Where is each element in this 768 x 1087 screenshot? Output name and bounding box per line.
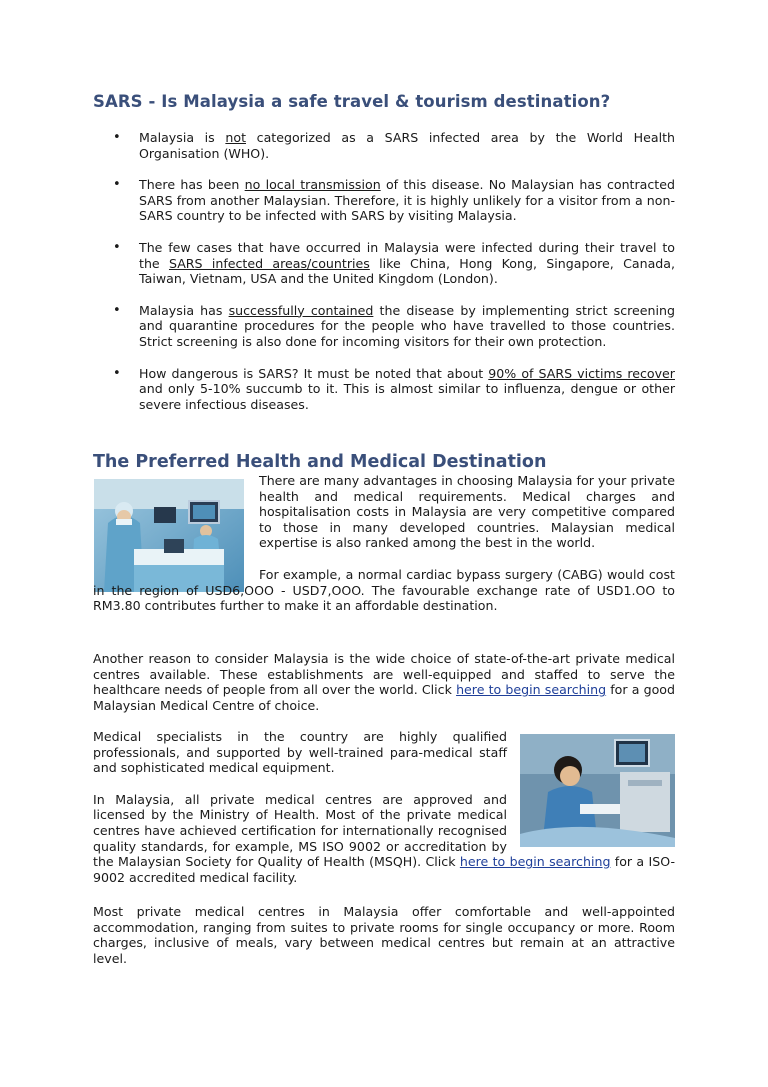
bullet-item: • There has been no local transmission of this disease. No Malaysian has contracted SARS from another Malaysian. Therefore, it is highly unlikely for a visitor from a non-SARS country to be infected with SARS by visiting Malaysia. — [93, 177, 675, 224]
iso-search-link[interactable]: here to begin searching — [459, 854, 611, 870]
bullet-item: • Malaysia is not categorized as a SARS infected area by the World Health Organisation (WHO). — [93, 130, 675, 161]
sars-bullet-list — [93, 130, 675, 428]
licensing-paragraph: In Malaysia, all private medical centres are approved and licensed by the Ministry of Health. Most of the private medical centres have achieved certification for internationally recognised quality standards, for example, MS ISO 9002 or accreditation by the Malaysian Society for Quality of Health (MSQH). Click here to begin searching for a ISO-9002 accredited medical facility. — [93, 791, 675, 885]
intro-paragraph: There are many advantages in choosing Malaysia for your private health and medical requirements. Medical charges and hospitalisation costs in Malaysia are very competitive compared to those in many developed countries. Malaysian medical expertise is also ranked among the best in the world. — [259, 473, 675, 551]
choice-paragraph: Another reason to consider Malaysia is the wide choice of state-of-the-art private medical centres available. These establishments are well-equipped and staffed to serve the healthcare needs of people from all over the world. Click here to begin searching for a good Malaysian Medical Centre of choice. — [93, 651, 675, 713]
accommodation-text — [93, 904, 675, 982]
bullet-item: • Malaysia has successfully contained the disease by implementing strict screening and quarantine procedures for the people who have travelled to those countries. Strict screening is also done for incoming visitors for their own protection. — [93, 303, 675, 350]
medical-destination-heading: The Preferred Health and Medical Destination — [93, 452, 547, 472]
search-link[interactable]: here to begin searching — [456, 682, 607, 698]
specialists-text — [93, 729, 675, 901]
medical-intro — [93, 473, 675, 628]
specialists-paragraph: Medical specialists in the country are highly qualified professionals, and supported by well-trained para-medical staff and sophisticated medical equipment. — [93, 729, 507, 776]
bullet-item: • How dangerous is SARS? It must be noted that about 90% of SARS victims recover and only 5-10% succumb to it. This is almost similar to influenza, dengue or other severe infectious diseases. — [93, 366, 675, 413]
medical-centres-text — [93, 651, 675, 729]
bullet-item: • The few cases that have occurred in Malaysia were infected during their travel to the SARS infected areas/countries like China, Hong Kong, Singapore, Canada, Taiwan, Vietnam, USA and the United Kingdom (London). — [93, 240, 675, 287]
cabg-paragraph: For example, a normal cardiac bypass surgery (CABG) would cost in the region of USD6,OOO - USD7,OOO. The favourable exchange rate of USD1.OO to RM3.80 contributes further to make it an affordable destination. — [93, 566, 675, 614]
sars-heading: SARS - Is Malaysia a safe travel & tourism destination? — [93, 92, 611, 111]
accommodation-paragraph: Most private medical centres in Malaysia offer comfortable and well-appointed accommodation, ranging from suites to private rooms for single occupancy or more. Room charges, inclusive of meals, vary between medical centres but remain at an attractive level. — [93, 904, 675, 966]
